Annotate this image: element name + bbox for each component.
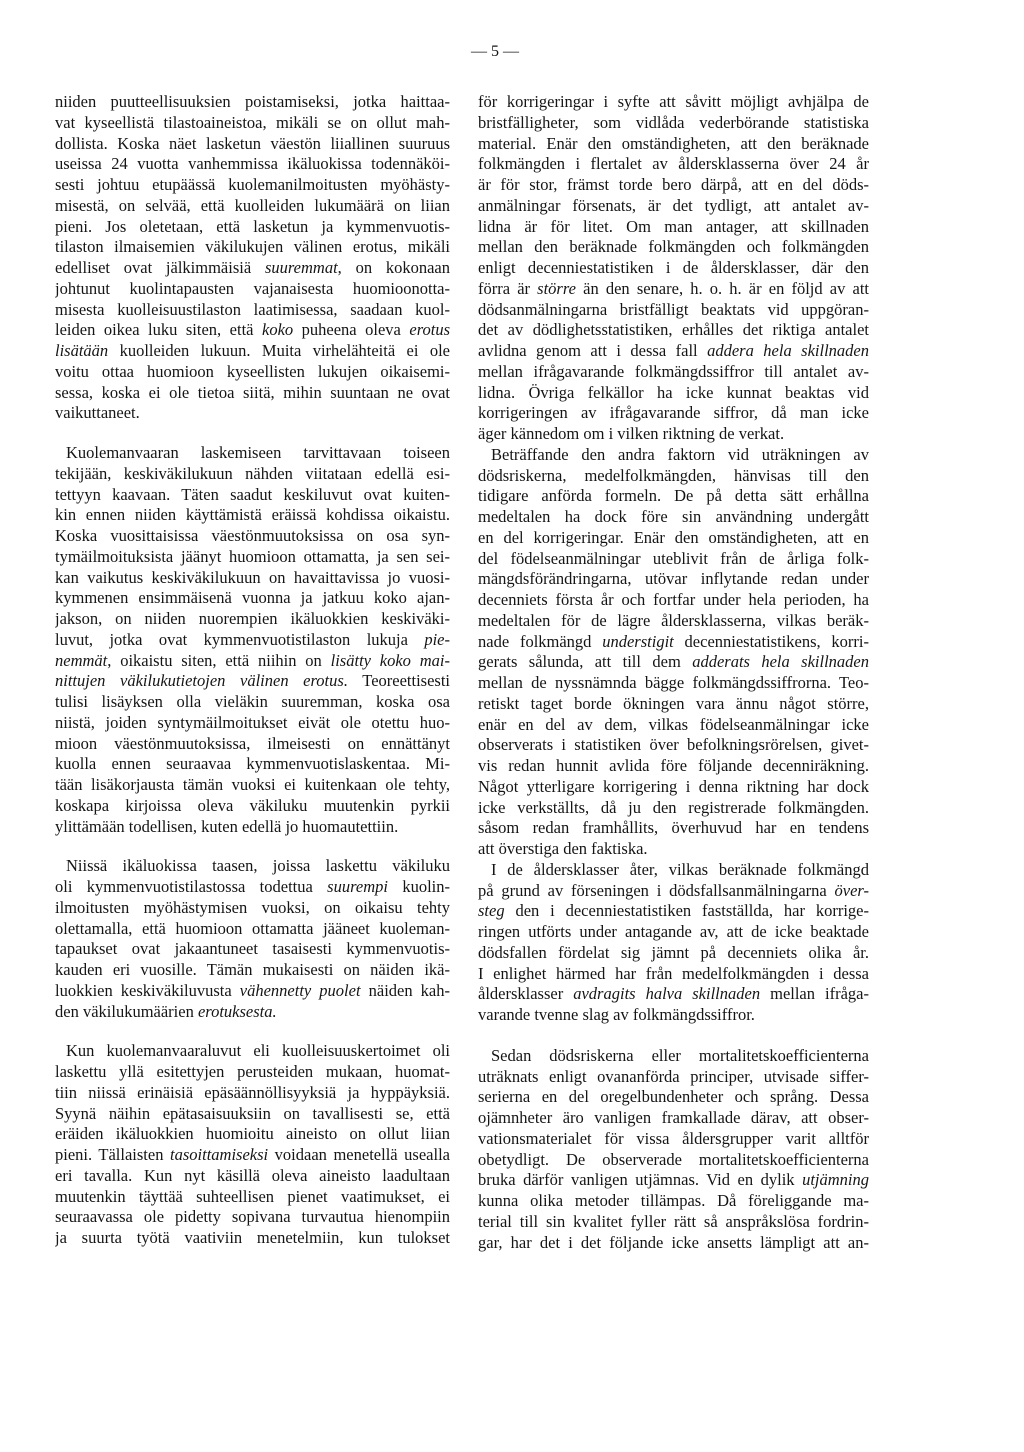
- text-line: vis redan hunnit avlida före följande decenniräkning.: [478, 756, 869, 775]
- text-line: mellan de nyssnämnda bägge folkmängdssiffrorna. Teo-: [478, 673, 869, 692]
- text-line: tidigare anförda formeln. De på detta sätt erhållna: [478, 486, 869, 506]
- text-line: tapaukset ovat jakaantuneet tasaisesti kymmenvuotis-: [55, 939, 450, 959]
- text-line: edelliset ovat jälkimmäisiä suuremmat, on kokonaan: [55, 258, 450, 277]
- italic-text: erotuksesta.: [197, 1001, 277, 1021]
- italic-text: nittujen väkilukutietojen välinen erotus.: [55, 671, 348, 691]
- paragraph: [55, 92, 450, 424]
- text-line: ja suurta työtä vaativiin menetelmiin, kun tulokset: [55, 1228, 450, 1247]
- text-line: medeltalen ha dock före sin användning undergått: [478, 507, 869, 526]
- right-column-swedish: [478, 92, 869, 1253]
- text-line: Kun kuolemanvaaraluvut eli kuolleisuuskertoimet oli: [66, 1041, 450, 1061]
- text-line: kin ennen niiden käyttämistä eräissä kohdissa oikaistu.: [55, 505, 450, 525]
- text-line: kauden eri vuosille. Tämän mukaisesti on näiden ikä-: [55, 960, 450, 979]
- text-line: dödsanmälningarna bristfälligt beaktats vid uppgöran-: [478, 299, 869, 319]
- text-line: tekijään, keskiväkilukuun nähden viitataan edellä esi-: [55, 463, 450, 483]
- text-line: olettamalla, että huomioon ottamatta jääneet kuoleman-: [55, 918, 450, 938]
- text-line: Beträffande den andra faktorn vid uträkningen av: [491, 444, 869, 464]
- italic-text: erotus: [409, 320, 450, 340]
- text-line: koskapa kirjoissa oleva väkiluku muutenkin pyrkii: [55, 795, 450, 815]
- text-line: niistä, joiden syntymäilmoitukset eivät ole otettu huo-: [55, 712, 450, 732]
- text-line: medeltalen för de lägre åldersklasserna, vilkas beräk-: [478, 610, 869, 630]
- text-line: voitu ottaa huomioon kyseellisten lukujen oikaisemi-: [55, 361, 450, 381]
- text-line: vaikuttaneet.: [55, 403, 140, 423]
- text-line: för korrigeringar i syfte att såvitt möjligt avhjälpa de: [478, 92, 869, 111]
- text-line: sesti johtuu etupäässä kuolemanilmoitusten myöhästy-: [55, 175, 450, 194]
- italic-text: avdragits halva skillnaden: [573, 984, 761, 1004]
- text-line: retiskt taget borde ökningen vara ännu något större,: [478, 693, 869, 713]
- paragraph: [478, 445, 869, 860]
- text-line: korrigeringen av ifrågavarande siffror, då man icke: [478, 403, 869, 423]
- text-line: nade folkmängd understigit decenniestatistikens, korri-: [478, 631, 869, 651]
- paragraph: [55, 856, 450, 1022]
- text-line: eräiden ikäluokkien huomioitu aineisto on ollut liian: [55, 1124, 450, 1144]
- paragraph: [55, 443, 450, 837]
- text-line: uträknats enligt ovananförda principer, utvisade siffer-: [478, 1066, 869, 1086]
- text-line: tilaston ilmaisemien väkilukujen välinen erotus, mikäli: [55, 237, 450, 257]
- text-line: kuolla ennen seuraavaa kymmenvuotislaskentaa. Mi-: [55, 754, 450, 774]
- italic-text: lisätty koko mai-: [330, 650, 450, 670]
- text-line: Syynä näihin epätasaisuuksiin on tavallisesti se, että: [55, 1103, 450, 1123]
- paragraph: [478, 860, 869, 1026]
- text-line: serierna en del oregelbundenheter och språng. Dessa: [478, 1087, 869, 1107]
- text-line: decenniets första år och fortfar under hela perioden, ha: [478, 590, 869, 609]
- italic-text: vähennetty puolet: [239, 980, 361, 1000]
- paragraph: [55, 1041, 450, 1249]
- text-line: att överstiga den faktiska.: [478, 839, 648, 858]
- text-line: lidna. Övriga felkällor ha icke kunnat beaktas vid: [478, 382, 869, 402]
- text-line: misestä, on selvää, että kuolleiden lukumäärä on liian: [55, 195, 450, 215]
- text-line: nemmät, oikaistu siten, että niihin on lisätty koko mai-: [55, 650, 450, 670]
- text-line: vationsmaterialet för vissa åldersgrupper varit alltför: [478, 1128, 869, 1148]
- text-line: ilmoitusten myöhästymisen vuoksi, on oikaisu tehty: [55, 897, 450, 917]
- text-line: oli kymmenvuotistilastossa todettua suurempi kuolin-: [55, 877, 450, 896]
- text-line: material. Enär den omständigheten, att den beräknade: [478, 133, 869, 153]
- text-line: enär en del av dem, vilkas födelseanmälningar icke: [478, 714, 869, 734]
- text-line: pieni. Jos oletetaan, että lasketun ja kymmenvuotis-: [55, 216, 450, 236]
- text-line: ylittämään todellisen, kuten edellä jo huomautettiin.: [55, 816, 399, 836]
- text-line: avlidna genom att i dessa fall addera hela skillnaden: [478, 341, 869, 360]
- text-line: är för stor, främst torde bero därpå, att en del döds-: [478, 175, 869, 194]
- text-line: den väkilukumäärien erotuksesta.: [55, 1001, 277, 1021]
- text-line: lidna är för litet. Om man antager, att skillnaden: [478, 216, 869, 236]
- text-line: tulisi lisäyksen olla vieläkin suuremman, koska osa: [55, 692, 450, 711]
- text-line: tiin niissä erinäisiä epäsäännöllisyyksiä ja hyppäyksiä.: [55, 1082, 450, 1102]
- text-line: åldersklasser avdragits halva skillnaden mellan ifråga-: [478, 984, 869, 1004]
- text-line: tettyyn kaavaan. Täten saadut keskiluvut ovat kuiten-: [55, 484, 450, 504]
- text-line: mellan den beräknade folkmängden och folkmängden: [478, 237, 869, 257]
- text-line: niiden puutteellisuuksien poistamiseksi, jotka haittaa-: [55, 92, 450, 111]
- text-line: obetydligt. De observerade mortalitetskoefficienterna: [478, 1149, 869, 1169]
- text-line: observerats i statistiken över befolkningsrörelsen, givet-: [478, 735, 869, 755]
- text-line: folkmängden i flertalet av åldersklasserna över 24 år: [478, 154, 869, 174]
- text-line: muutenkin täyttää suhteellisen pienet vaatimukset, ei: [55, 1186, 450, 1206]
- text-line: Något ytterligare korrigering i denna riktning har dock: [478, 776, 869, 796]
- text-line: en del korrigeringar. Enär den omständigheten, att en: [478, 527, 869, 547]
- text-line: mängdsförändringarna, utövar inflytande redan under: [478, 569, 869, 589]
- text-line: Koska vuosittaisissa väestönmuutoksissa on osa syn-: [55, 526, 450, 545]
- text-line: I de åldersklasser åter, vilkas beräknade folkmängd: [491, 859, 869, 879]
- text-line: terial till sin kvalitet fyller rätt så anspråkslösa fordrin-: [478, 1211, 869, 1231]
- text-line: tymäilmoituksista jäänyt huomioon ottamatta, ja sen sei-: [55, 546, 450, 566]
- text-line: sessa, koska ei ole tietoa siitä, mihin suuntaan ne ovat: [55, 382, 450, 402]
- italic-text: understigit: [602, 631, 674, 651]
- text-line: nittujen väkilukutietojen välinen erotus. Teoreettisesti: [55, 671, 450, 691]
- left-column-finnish: [55, 92, 450, 1249]
- page-number: — 5 —: [471, 43, 519, 60]
- text-line: pieni. Tällaisten tasoittamiseksi voidaan menetellä usealla: [55, 1145, 450, 1164]
- text-line: kunna olika metoder tillämpas. Då föreliggande ma-: [478, 1191, 869, 1210]
- italic-text: adderats hela skillnaden: [692, 652, 869, 672]
- italic-text: nemmät: [55, 650, 108, 670]
- text-line: såsom redan framhållits, överhuvud har en tendens: [478, 818, 869, 838]
- text-line: seuraavassa ole pidetty sopivana turvautua hienompiin: [55, 1207, 450, 1227]
- text-line: det av dödlighetsstatistiken, erhålles det riktiga antalet: [478, 320, 869, 340]
- text-line: leiden oikea luku siten, että koko puheena oleva erotus: [55, 320, 450, 340]
- text-line: lisätään kuolleiden lukuun. Muita virhelähteitä ei ole: [55, 341, 450, 360]
- paragraph: [478, 92, 869, 445]
- text-line: eri tavalla. Kun nyt käsillä oleva aineisto laadultaan: [55, 1165, 450, 1185]
- italic-text: koko: [262, 320, 294, 340]
- text-line: icke verkställts, då ju den registrerade folkmängden.: [478, 797, 869, 817]
- text-line: enligt decenniestatistiken i de åldersklasser, där den: [478, 258, 869, 277]
- text-line: Kuolemanvaaran laskemiseen tarvittavaan toiseen: [66, 443, 450, 462]
- text-line: kymmenen ensimmäisenä vuonna ja jatkuu koko ajan-: [55, 588, 450, 608]
- text-line: luvut, jotka ovat kymmenvuotistilaston lukuja pie-: [55, 629, 450, 649]
- italic-text: utjämning: [802, 1170, 869, 1190]
- text-line: äger kännedom om i vilken riktning de verkat.: [478, 424, 785, 443]
- text-line: I enlighet härmed har från medelfolkmängden i dessa: [478, 963, 869, 983]
- text-line: dollista. Koska näet lasketun väestön liiallinen suuruus: [55, 133, 450, 153]
- text-line: kan vaikutus keskiväkilukuun on havaittavissa jo vuosi-: [55, 567, 450, 587]
- text-line: misesta kuolleisuustilaston laatimisessa, saadaan kuol-: [55, 299, 450, 319]
- text-line: gerats sålunda, att till dem adderats hela skillnaden: [478, 652, 869, 672]
- text-line: laskettu yllä esitettyjen perusteiden mukaan, huomat-: [55, 1062, 450, 1081]
- text-line: bruka därför vanligen utjämnas. Vid en dylik utjämning: [478, 1170, 869, 1190]
- italic-text: över-: [834, 880, 869, 900]
- italic-text: steg: [478, 901, 505, 921]
- text-line: gar, har det i det följande icke ansetts lämpligt att an-: [478, 1232, 869, 1252]
- text-line: ringen utförts under antagande av, att de icke beaktade: [478, 922, 869, 941]
- text-line: mioon väestönmuutoksissa, ilmeisesti on ennättänyt: [55, 733, 450, 753]
- text-line: vat kyseellistä tilastoaineistoa, mikäli se on ollut mah-: [55, 112, 450, 132]
- text-line: på grund av förseningen i dödsfallsanmälningarna över-: [478, 880, 869, 900]
- text-line: luokkien keskiväkiluvusta vähennetty puolet näiden kah-: [55, 980, 450, 1000]
- text-line: Niissä ikäluokissa taasen, joissa laskettu väkiluku: [66, 856, 450, 876]
- text-line: varande tvenne slag av folkmängdssiffror.: [478, 1005, 755, 1024]
- text-line: ojämnheter äro vanligen framkallade därav, att obser-: [478, 1108, 869, 1127]
- text-line: förra är större än den senare, h. o. h. är en följd av att: [478, 278, 869, 298]
- text-line: mellan ifrågavarande folkmängdssiffror till antalet av-: [478, 361, 869, 381]
- text-line: bristfälligheter, som vidlåda vederbörande statistiska: [478, 112, 869, 132]
- italic-text: suurempi: [327, 877, 388, 896]
- italic-text: pie-: [424, 629, 450, 649]
- paragraph: [478, 1046, 869, 1254]
- text-line: tään lisäkorjausta tämän vuoksi ei kuitenkaan ole tehty,: [55, 775, 450, 794]
- italic-text: suuremmat: [264, 258, 338, 277]
- text-line: dödsriskerna, medelfolkmängden, hänvisas till den: [478, 465, 869, 485]
- text-line: del födelseanmälningar uteblivit från de årliga folk-: [478, 548, 869, 568]
- text-line: Sedan dödsriskerna eller mortalitetskoefficienterna: [491, 1045, 869, 1065]
- text-line: anmälningar försenats, är det tydligt, att antalet av-: [478, 195, 869, 215]
- italic-text: lisätään: [55, 341, 109, 360]
- text-line: steg den i decenniestatistiken fastställda, har korrige-: [478, 901, 869, 921]
- text-line: dödsfallen fördelat sig jämnt på decenniets olika år.: [478, 942, 869, 962]
- italic-text: tasoittamiseksi: [170, 1145, 269, 1164]
- text-line: johtunut kuolintapausten vajanaisesta huomioonotta-: [55, 278, 450, 298]
- italic-text: addera hela skillnaden: [707, 341, 869, 360]
- text-line: useissa 24 vuotta vanhemmissa ikäluokissa todennäköi-: [55, 154, 450, 174]
- italic-text: större: [537, 278, 576, 298]
- text-line: jakson, on niiden nuorempien ikäluokkien keskiväki-: [55, 609, 450, 628]
